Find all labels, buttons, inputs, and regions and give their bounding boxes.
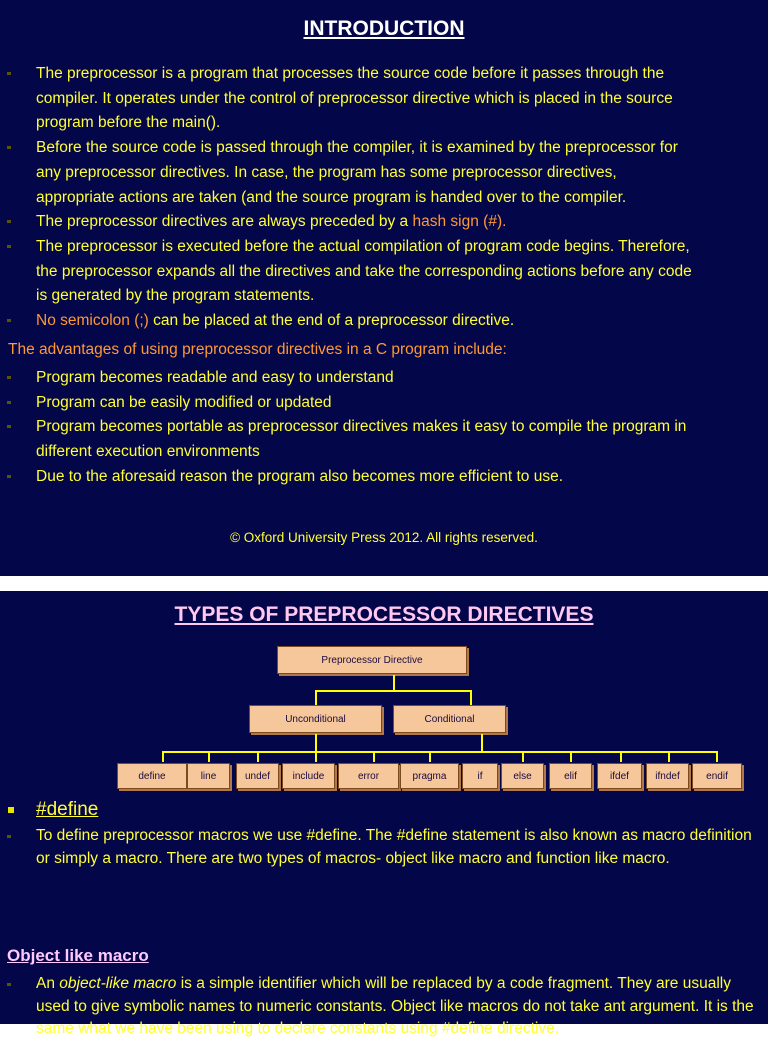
bullet-text: program before the main(). bbox=[36, 114, 221, 132]
list-item bbox=[0, 210, 768, 235]
define-paragraph: To define preprocessor macros we use #define. The #define statement is also known as macro definition or simply a macro. There are two types of macros- object like macro and function like macro. bbox=[36, 825, 758, 870]
connector-line bbox=[570, 751, 572, 762]
diagram-node-elif: elif bbox=[549, 763, 592, 789]
bullet-text: compiler. It operates under the control of preprocessor directive which is placed in the source bbox=[36, 89, 673, 107]
bullet-text: any preprocessor directives. In case, the program has some preprocessor directives, bbox=[36, 163, 617, 181]
connector-line bbox=[315, 690, 471, 692]
connector-line bbox=[522, 751, 524, 762]
diagram-node-ifdef: ifdef bbox=[597, 763, 642, 789]
diagram-node-endif: endif bbox=[692, 763, 742, 789]
copyright-notice: © Oxford University Press 2012. All rights reserved. bbox=[230, 530, 538, 545]
emphasis-text: object-like macro bbox=[59, 975, 177, 992]
paragraph-text: argument. It is the same what we have been using to declare constants using #define directive. bbox=[36, 997, 754, 1037]
list-item bbox=[0, 136, 768, 210]
bullet-text: is generated by the program statements. bbox=[36, 287, 315, 305]
intro-bullet-list bbox=[0, 62, 768, 334]
connector-line bbox=[257, 751, 259, 762]
connector-line bbox=[208, 751, 210, 762]
connector-line bbox=[668, 751, 670, 762]
bullet-text: The preprocessor directives are always preceded by a bbox=[36, 213, 413, 231]
bullet-text: different execution environments bbox=[36, 443, 260, 461]
object-macro-paragraph bbox=[36, 973, 758, 1041]
diagram-node-root: Preprocessor Directive bbox=[277, 646, 467, 674]
connector-line bbox=[393, 675, 395, 691]
connector-line bbox=[620, 751, 622, 762]
bullet-text: The preprocessor is executed before the actual compilation of program code begins. Therefore, bbox=[36, 237, 690, 255]
diagram-node-error: error bbox=[338, 763, 399, 789]
diagram-node-line: line bbox=[187, 763, 230, 789]
diagram-node-pragma: pragma bbox=[400, 763, 459, 789]
bullet-text: can be placed at the end of a preprocessor directive. bbox=[148, 312, 515, 330]
connector-line bbox=[373, 751, 375, 762]
list-item bbox=[0, 415, 768, 464]
connector-line bbox=[470, 690, 472, 705]
diagram-node-define: define bbox=[117, 763, 187, 789]
connector-line bbox=[716, 751, 718, 762]
bullet-text: Before the source code is passed through the compiler, it is examined by the preprocessor for bbox=[36, 139, 678, 157]
object-macro-heading: Object like macro bbox=[7, 946, 149, 965]
diagram-node-if: if bbox=[462, 763, 498, 789]
bullet-text: Program becomes portable as preprocessor directives makes it easy to compile the program in bbox=[36, 418, 687, 436]
advantages-list bbox=[0, 366, 768, 490]
diagram-node-else: else bbox=[501, 763, 544, 789]
connector-line bbox=[481, 734, 483, 752]
paragraph-text: An bbox=[36, 975, 60, 992]
diagram-node-conditional: Conditional bbox=[393, 705, 506, 733]
list-item bbox=[0, 309, 768, 334]
connector-line bbox=[429, 751, 431, 762]
connector-line bbox=[162, 751, 164, 762]
highlight-text: hash sign (#). bbox=[412, 213, 507, 231]
connector-line bbox=[315, 734, 317, 762]
list-item: Program becomes readable and easy to understand bbox=[0, 366, 768, 391]
bullet-text: The preprocessor is a program that processes the source code before it passes through the bbox=[36, 65, 665, 82]
bullet-text: the preprocessor expands all the directives and take the corresponding actions before any code bbox=[36, 262, 692, 280]
highlight-text: No semicolon (;) bbox=[36, 312, 149, 330]
list-item: Program can be easily modified or updated bbox=[0, 391, 768, 416]
slide-types-of-directives bbox=[0, 591, 768, 1037]
define-heading: #define bbox=[36, 799, 99, 820]
connector-line bbox=[315, 690, 317, 705]
list-item bbox=[0, 235, 768, 309]
advantages-intro: The advantages of using preprocessor directives in a C program include: bbox=[8, 341, 507, 358]
diagram-node-include: include bbox=[282, 763, 335, 789]
slide-title: TYPES OF PREPROCESSOR DIRECTIVES bbox=[174, 603, 594, 626]
bullet-text: appropriate actions are taken (and the source program is handed over to the compiler. bbox=[36, 188, 627, 206]
paragraph-text: is a simple identifier which will be replaced by a code fragment. They are usually used to give symbolic names to numeric constants. Object like macros do not take ant bbox=[36, 975, 731, 1015]
slide-title: INTRODUCTION bbox=[303, 17, 465, 40]
diagram-node-unconditional: Unconditional bbox=[249, 705, 382, 733]
list-item: Due to the aforesaid reason the program also becomes more efficient to use. bbox=[0, 465, 768, 490]
connector-line bbox=[162, 751, 718, 753]
diagram-node-undef: undef bbox=[236, 763, 279, 789]
diagram-node-ifndef: ifndef bbox=[646, 763, 689, 789]
list-item bbox=[0, 62, 768, 136]
